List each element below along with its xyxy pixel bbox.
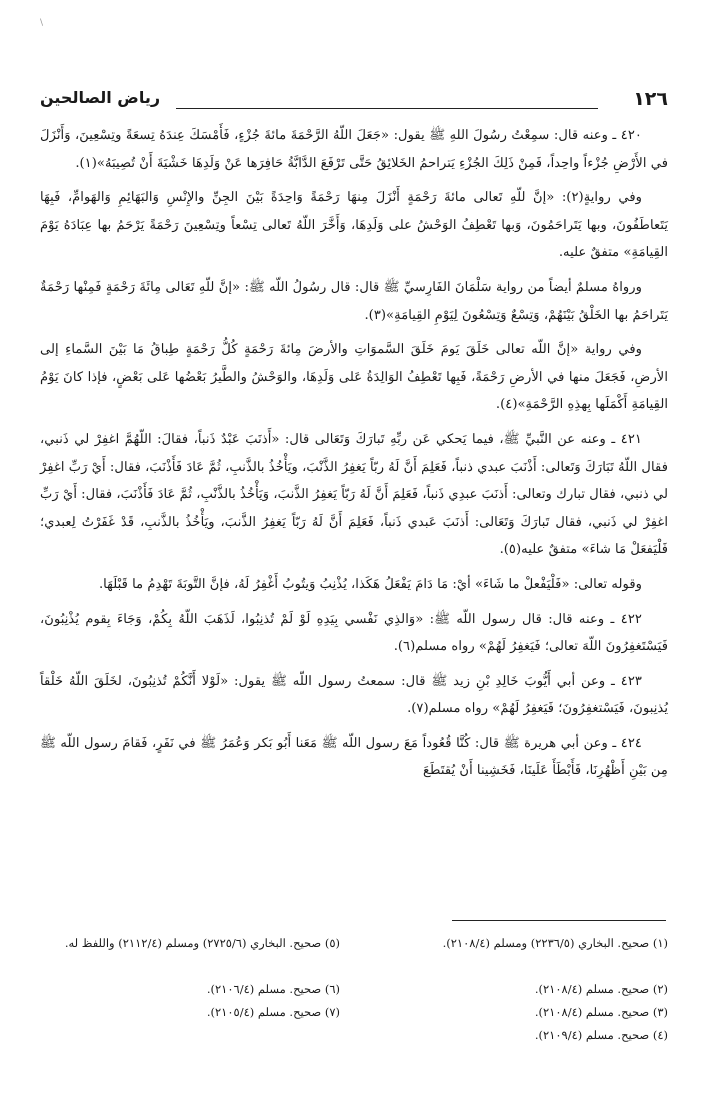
footnote-6: (٦) صحيح. مسلم (٢١٠٦/٤). xyxy=(206,982,340,996)
page-header xyxy=(40,88,668,114)
footnote-2: (٢) صحيح. مسلم (٢١٠٨/٤). xyxy=(534,982,668,996)
footnote-5: (٥) صحيح. البخاري (٢٧٢٥/٦) ومسلم (٢١١٢/٤) واللفظ له. xyxy=(64,936,340,950)
book-title: رياض الصالحين xyxy=(40,88,161,107)
scan-corner-mark: \ xyxy=(40,18,44,28)
footnote-3: (٣) صحيح. مسلم (٢١٠٨/٤). xyxy=(534,1005,668,1019)
hadith-422: ٤٢٢ ـ وعنه قال: قال رسول اللّه ﷺ: «وَالذِي نَفْسي بِيَدِهِ لَوْ لَمْ تُذنِبُوا، لَذَهَبَ اللّهُ بِكُمْ، وَجَاءَ بِقوم يُذْنِبُونَ، فَيَسْتَغفِرُونَ اللّهَ تعالى؛ فَيَغفِرُ لَهُمْ» رواه مسلم(٦). xyxy=(40,611,668,655)
hadith-421-commentary: وقوله تعالى: «فَلْيَفْعلْ ما شَاءَ» أيْ: مَا دَامَ يَفْعَلُ هَكَذا، يُذْنِبُ وَيتُوبُ أَغْفِرُ لَهُ، فإنَّ التَّوبَةَ تَهْدِمُ ما قَبْلَهَا. xyxy=(98,576,642,592)
hadith-420-narration-2: ورواهُ مسلمٌ أيضاً من رواية سَلْمَانَ الفَارِسيِّ ﷺ قال: قال رسُولُ اللّه ﷺ: «إنَّ للّهِ تَعَالى مِائَةَ رَحْمَةٍ فَمِنْها رَحْمَةٌ يَتَراحَمُ بها الخَلْقُ بَيْنَهُمْ، وَتِسْعٌ وَتِسْعُونَ لِيَوْمِ القِيامَةِ»(٣). xyxy=(40,279,668,323)
hadith-423: ٤٢٣ ـ وعن أبي أَيُّوبَ خَالِدِ بْنِ زيد ﷺ قال: سمعتُ رسول اللّه ﷺ يقول: «لَوْلا أَنَّكُمْ تُذنِبُونَ، لخَلَقَ اللّهُ خَلْقاً يُذنِبونَ، فَيَسْتغفِرُونَ؛ فَيَغفِرُ لَهُمْ» رواه مسلم(٧). xyxy=(40,673,668,717)
footnote-1: (١) صحيح. البخاري (٢٢٣٦/٥) ومسلم (٢١٠٨/٤). xyxy=(442,936,668,950)
hadith-421: ٤٢١ ـ وعنه عن النَّبيِّ ﷺ، فيما يَحكي عَن ربِّهِ تَبارَكَ وَتَعَالى قال: «أَذنَبَ عَبْدٌ ذَنباً، فقالَ: اللّهُمَّ اغفِرْ لي ذَنبي، فقال اللّهُ تَبَارَكَ وَتَعالى: أَذْنَبَ عبدي ذنباً، فَعَلِمَ أَنَّ لَهُ ربّاً يَغفِرُ الذَّنْبَ، ويَأْخُذُ بالذَّنبِ، ثُمَّ عَادَ فَأَذْنَبَ، فقال: أَيْ رَبِّ اغفِرْ لي ذنبي، فقال تبارك وتعالى: أَذنَبَ عبدِي ذَنباً، فَعَلِمَ أَنَّ لَهُ رَبّاً يَغفِرُ الذَّنبَ، وَيَأْخُذُ بالذَّنْبِ، ثُمَّ عَادَ فَأَذْنَبَ، فقال: أَيْ رَبِّ اغفِرْ لي ذَنبي، فقال تَبارَكَ وَتَعَالى: أَذنَبَ عَبدي ذَنباً، فَعَلِمَ أَنَّ لَهُ رَبّاً يَغفِرُ الذَّنبَ، ويَأْخُذُ بالذَّنبِ، قَدْ غَفَرْتُ لِعبدي؛ فَلْيَفعَلْ مَا شاءَ» متفقٌ عليه(٥). xyxy=(40,431,668,558)
hadith-420-narration-3: وفي رواية «إنَّ اللّه تعالى خَلَقَ يَومَ خَلَقَ السَّموَاتِ والأرضَ مِائةَ رَحْمَةٍ كُلُّ رَحْمَةٍ طِباقُ مَا بَيْنَ السَّماءِ إلى الأرضِ، فَجَعَلَ منها في الأرضِ رَحْمَةً، فَبِها تَعْطِفُ الوَالِدَةُ عَلى وَلَدِهَا، والوَحْشُ والطَّيرُ بَعْضُها عَلى بَعْضٍ، فإذا كانَ يَوْمُ القِيامَةِ أَكْمَلَها بِهذِهِ الرَّحْمَةِ»(٤). xyxy=(40,342,668,413)
main-text xyxy=(40,122,668,792)
hadith-420-narration-1: وفي روايةٍ(٢): «إنَّ للّهِ تَعالى مائةَ رَحْمَةٍ أَنْزَلَ مِنهَا رَحْمَةً وَاحِدَةً بَيْنَ الجِنِّ والإِنْسِ وَالبَهَائِمِ وَالهَوامِّ، فَبِهَا يَتَعاطَفُونَ، وبها يَتَراحَمُونَ، وَبها تَعْطِفُ الوَحْشُ على وَلَدِهَا، وَأَخَّرَ اللّهُ تَعالى تِسْعاً وتِسْعِينَ رَحْمَةً يَرْحَمُ بها عِبَادَهُ يَوْمَ القِيامَةِ» متفقٌ عليه. xyxy=(40,190,668,261)
page-number: ١٢٦ xyxy=(633,88,668,110)
footnote-separator xyxy=(452,920,666,921)
footnote-4: (٤) صحيح. مسلم (٢١٠٩/٤). xyxy=(534,1028,668,1042)
footnote-7: (٧) صحيح. مسلم (٢١٠٥/٤). xyxy=(206,1005,340,1019)
hadith-420: ٤٢٠ ـ وعنه قال: سمِعْتُ رسُولَ اللهِ ﷺ يقول: «جَعَلَ اللّهُ الرَّحْمَةَ مائةَ جُزْءٍ، فَأَمْسَكَ عِندَهُ تِسعَةً وتِسْعِينَ، وَأَنْزَلَ في الأَرْضِ جُزْءاً واحِداً، فَمِنْ ذَلِكَ الجُزْءِ يَتراحمُ الخَلائِقُ حَتَّى تَرْفَعَ الدَّابَّةُ حَافِرَها عَنْ وَلَدِهَا خَشْيَةَ أَنْ تُصِيبَهُ»(١). xyxy=(40,128,668,171)
header-rule xyxy=(176,108,598,109)
hadith-424: ٤٢٤ ـ وعن أبي هريرة ﷺ قال: كُنَّا قُعُوداً مَعَ رسول اللّه ﷺ مَعَنا أَبُو بَكر وَعُمَرُ ﷺ في نَفَرٍ، فَقامَ رسول اللّه ﷺ مِن بَيْنِ أَظْهُرِنَا، فَأَبْطَأَ عَلَينَا، فَخَشِينا أَنْ يُقتَطَعَ xyxy=(40,735,668,779)
